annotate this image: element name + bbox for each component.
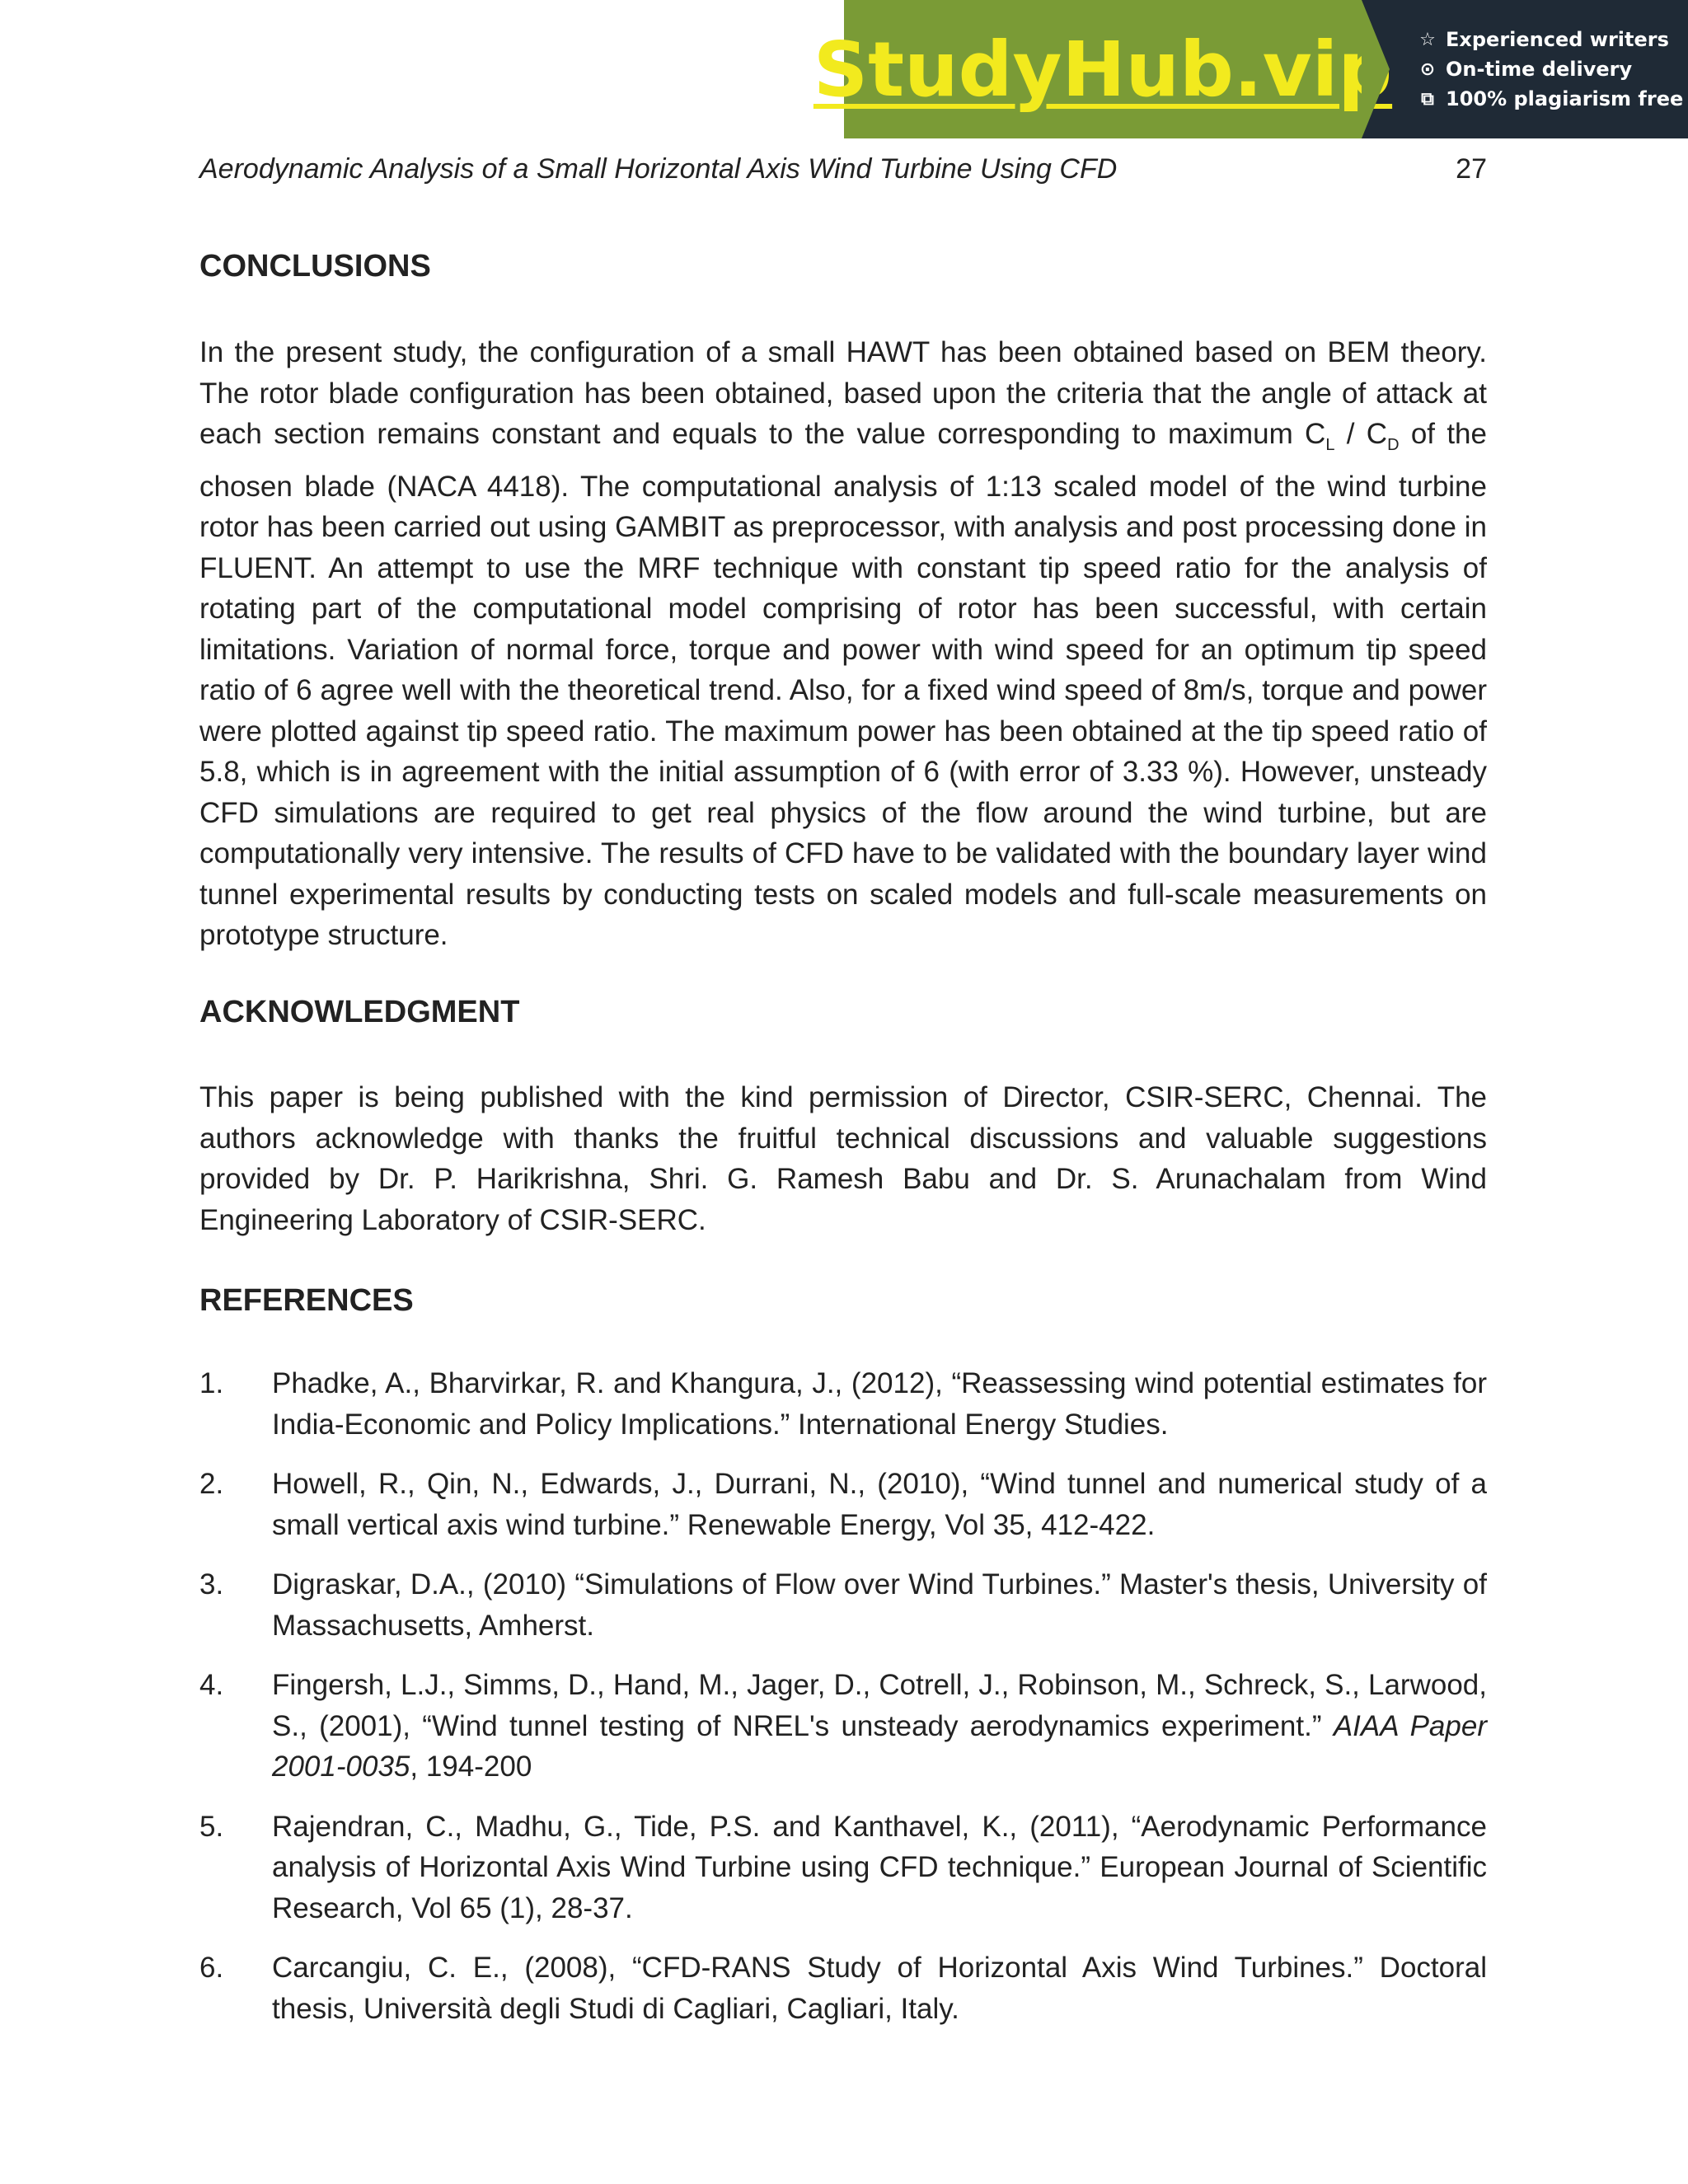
reference-number: 3. [199,1568,224,1601]
feature-item [1418,87,1688,110]
reference-number: 2. [199,1468,224,1500]
star-icon: ☆ [1419,29,1436,50]
conclusions-text-start: In the present study, the configuration of a small HAWT has been obtained based on BEM theory. The rotor blade configuration has been obtained, based upon the criteria that the angle of attack at each section remains constant and equals to the value corresponding to maximum C [199,336,1487,450]
reference-text: Carcangiu, C. E., (2008), “CFD-RANS Study of Horizontal Axis Wind Turbines.” Doctoral thesis, Università degli Studi di Cagliari, Cagliari, Italy. [272,1952,1487,2025]
references-list [199,1363,1487,2048]
subscript-d: D [1387,436,1400,454]
reference-item [199,1564,1487,1646]
running-header [199,153,1487,185]
reference-number: 4. [199,1669,224,1701]
references-heading: REFERENCES [199,1283,414,1318]
feature-label: 100% plagiarism free [1446,87,1684,110]
reference-text: Phadke, A., Bharvirkar, R. and Khangura, J., (2012), “Reassessing wind potential estimates for India-Economic and Policy Implications.” International Energy Studies. [272,1367,1487,1441]
ratio-slash: / C [1334,418,1388,450]
reference-item [199,1807,1487,1929]
brand-panel[interactable] [813,0,1393,138]
feature-list [1362,0,1688,138]
reference-item [199,1363,1487,1445]
acknowledgment-paragraph: This paper is being published with the kind permission of Director, CSIR-SERC, Chennai. The authors acknowledge with thanks the fruitful technical discussions and valuable suggestions provided by Dr. P. Harikrishna, Shri. G. Ramesh Babu and Dr. S. Arunachalam from Wind Engineering Laboratory of CSIR-SERC. [199,1081,1487,1236]
running-title: Aerodynamic Analysis of a Small Horizontal Axis Wind Turbine Using CFD [199,153,1118,185]
reference-text: Digraskar, D.A., (2010) “Simulations of Flow over Wind Turbines.” Master's thesis, University of Massachusetts, Amherst. [272,1568,1487,1642]
feature-label: On-time delivery [1446,58,1633,81]
page-number: 27 [1456,153,1487,185]
reference-number: 1. [199,1367,224,1399]
reference-item [199,1947,1487,2029]
reference-italic: AIAA Paper 2001-0035 [272,1709,1487,1783]
reference-number: 6. [199,1952,224,1984]
copy-icon: ⧉ [1421,88,1434,110]
conclusions-text-end: of the chosen blade (NACA 4418). The computational analysis of 1:13 scaled model of the wind turbine rotor has been carried out using GAMBIT as preprocessor, with analysis and post processing done in FLUENT. An attempt to use the MRF technique with constant tip speed ratio for the analysis of rotating part of the computational model comprising of rotor has been successful, with certain limitations. Variation of normal force, torque and power with wind speed for an optimum tip speed ratio of 6 agree well with the theoretical trend. Also, for a fixed wind speed of 8m/s, torque and power were plotted against tip speed ratio. The maximum power has been obtained at the tip speed ratio of 5.8, which is in agreement with the initial assumption of 6 (with error of 3.33 %). However, unsteady CFD simulations are required to get real physics of the flow around the wind turbine, but are computationally very intensive. The results of CFD have to be validated with the boundary layer wind tunnel experimental results by conducting tests on scaled models and full-scale measurements on prototype structure. [199,418,1487,951]
reference-item [199,1665,1487,1788]
feature-item [1418,58,1688,81]
conclusions-heading: CONCLUSIONS [199,249,431,284]
brand-logo[interactable]: StudyHub.vip [813,25,1393,114]
reference-tail: , 194-200 [410,1750,532,1783]
reference-text: Rajendran, C., Madhu, G., Tide, P.S. and Kanthavel, K., (2011), “Aerodynamic Performance analysis of Horizontal Axis Wind Turbine using CFD technique.” European Journal of Scientific Research, Vol 65 (1), 28-37. [272,1810,1487,1924]
subscript-l: L [1325,436,1335,454]
feature-item [1418,28,1688,51]
feature-label: Experienced writers [1446,28,1669,51]
clock-icon: ⊙ [1419,59,1436,80]
reference-text: Howell, R., Qin, N., Edwards, J., Durrani, N., (2010), “Wind tunnel and numerical study of a small vertical axis wind turbine.” Renewable Energy, Vol 35, 412-422. [272,1468,1487,1541]
reference-item [199,1464,1487,1545]
reference-text-container [272,1665,1487,1788]
conclusions-paragraph [199,332,1487,956]
reference-text: Fingersh, L.J., Simms, D., Hand, M., Jager, D., Cotrell, J., Robinson, M., Schreck, S., Larwood, S., (2001), “Wind tunnel testing of NREL's unsteady aerodynamics experiment.” [272,1669,1487,1742]
acknowledgment-heading: ACKNOWLEDGMENT [199,995,520,1029]
reference-number: 5. [199,1810,224,1843]
studyhub-banner[interactable] [813,0,1688,138]
